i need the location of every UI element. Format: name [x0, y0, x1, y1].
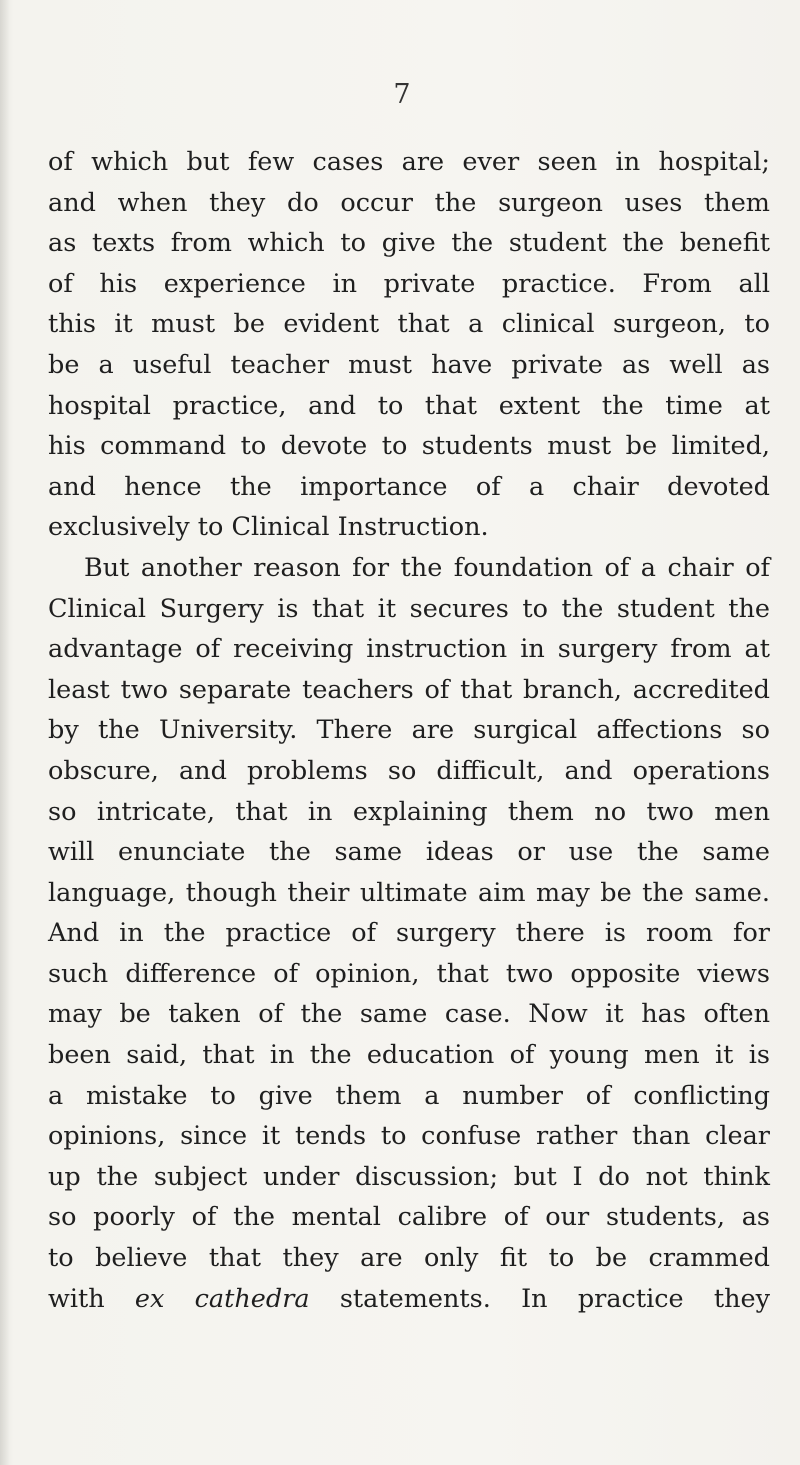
body-text: [48, 142, 770, 1319]
text-line: a mistake to give them a number of conflicting: [48, 1080, 770, 1111]
italic-phrase: ex cathedra: [134, 1283, 310, 1314]
text-line: this it must be evident that a clinical surgeon, to: [48, 309, 770, 340]
text-line: will enunciate the same ideas or use the same: [48, 837, 770, 868]
text-line: and when they do occur the surgeon uses them: [48, 187, 770, 218]
text-line: his command to devote to students must be limited,: [48, 431, 770, 462]
text-line: to believe that they are only fit to be crammed: [48, 1243, 770, 1274]
text-line: And in the practice of surgery there is room for: [48, 918, 770, 949]
paragraph-start-line: But another reason for the foundation of a chair of: [84, 552, 770, 583]
last-line-start: with: [48, 1283, 135, 1314]
text-line: so poorly of the mental calibre of our students, as: [48, 1202, 770, 1233]
text-line: least two separate teachers of that branch, accredited: [48, 674, 770, 705]
text-line: of his experience in private practice. From all: [48, 268, 770, 299]
text-line: advantage of receiving instruction in surgery from at: [48, 634, 770, 665]
text-line: language, though their ultimate aim may be the same.: [48, 877, 770, 908]
page-number: 7: [393, 79, 411, 110]
text-line: obscure, and problems so difficult, and operations: [48, 755, 770, 786]
text-line: such difference of opinion, that two opposite views: [48, 958, 770, 989]
paragraph-end-line: exclusively to Clinical Instruction.: [48, 512, 489, 543]
text-line: by the University. There are surgical affections so: [48, 715, 770, 746]
last-text-line: [48, 1279, 770, 1320]
last-line-end: statements. In practice they: [309, 1283, 771, 1314]
page-gutter-shadow: [0, 0, 10, 1465]
text-line: been said, that in the education of young men it is: [48, 1040, 770, 1071]
text-line: so intricate, that in explaining them no two men: [48, 796, 770, 827]
text-line: hospital practice, and to that extent the time at: [48, 390, 770, 421]
text-line: of which but few cases are ever seen in hospital;: [48, 147, 770, 177]
text-line: Clinical Surgery is that it secures to the student the: [48, 593, 770, 624]
text-line: be a useful teacher must have private as well as: [48, 349, 770, 380]
text-line: and hence the importance of a chair devoted: [48, 471, 770, 502]
text-line: up the subject under discussion; but I do not think: [48, 1161, 770, 1192]
text-line: as texts from which to give the student the benefit: [48, 228, 770, 259]
text-line: opinions, since it tends to confuse rather than clear: [48, 1121, 770, 1152]
text-line: may be taken of the same case. Now it has often: [48, 999, 770, 1030]
